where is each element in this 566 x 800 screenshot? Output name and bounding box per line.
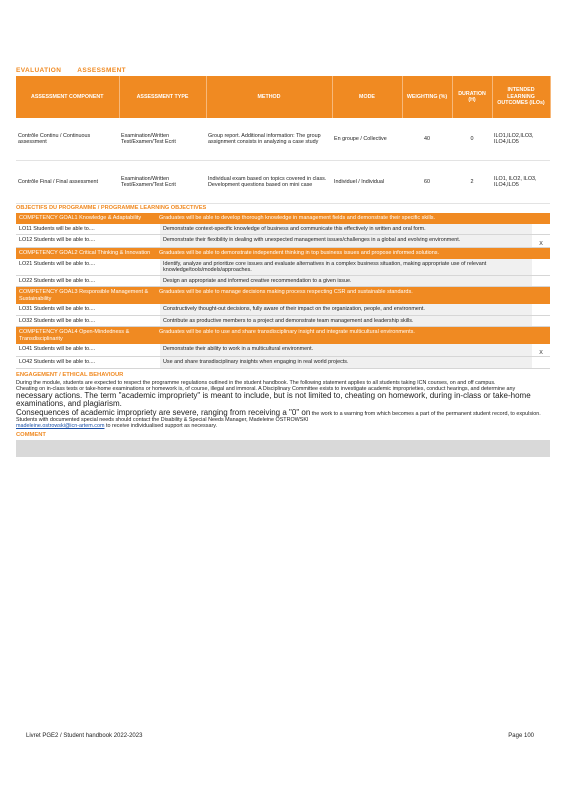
lo-code: LO21 Students will be able to.... bbox=[19, 260, 96, 267]
header-ilos: INTENDED LEARNING OUTCOMES (ILOs) bbox=[492, 76, 550, 118]
handbook-page bbox=[16, 66, 550, 457]
lo-code: LO22 Students will be able to.... bbox=[19, 278, 96, 285]
lo-code: LO41 Students will be able to.... bbox=[19, 346, 96, 353]
objectives-title: OBJECTIFS DU PROGRAMME / PROGRAMME LEARNING OBJECTIVES bbox=[16, 205, 207, 211]
engagement-paragraph: Students with documented special needs should contact the Disability & Special Needs Manager, Madeleine OSTROWSKI bbox=[16, 417, 309, 424]
engagement-paragraph-large: Consequences of academic impropriety are severe, ranging from receiving a "0" on bbox=[16, 407, 311, 417]
lo-mark bbox=[532, 357, 550, 367]
page-number: Page 100 bbox=[508, 733, 534, 739]
cell-component: Contrôle Final / Final assessment bbox=[16, 161, 119, 204]
lo-text: Demonstrate their flexibility in dealing with unexpected management issues/challenges in a global and evolving environment. bbox=[160, 235, 532, 247]
engagement-title: ENGAGEMENT / ETHICAL BEHAVIOUR bbox=[16, 371, 124, 378]
competency-header bbox=[16, 327, 550, 344]
lo-row bbox=[16, 304, 550, 315]
cell-weighting: 40 bbox=[402, 118, 452, 161]
lo-row bbox=[16, 357, 550, 368]
cell-ilos: ILO1,ILO2,ILO3, ILO4,ILO5 bbox=[492, 118, 550, 161]
header-weighting: WEIGHTING (%) bbox=[402, 76, 452, 118]
engagement-paragraph: to receive individualised support as necessary. bbox=[105, 423, 218, 430]
header-method: METHOD bbox=[206, 76, 332, 118]
competency-name: COMPETENCY GOAL4 Open-Mindedness & Transdisciplinarity bbox=[19, 329, 130, 342]
lo-mark bbox=[532, 304, 550, 314]
cell-method: Individual exam based on topics covered in class. Development questions based on mini case bbox=[206, 161, 332, 204]
engagement-paragraph: During the module, students are expected to respect the programme regulations outlined in the student handbook. The following statement applies to all students taking ICN courses, on and off campus. bbox=[16, 379, 496, 386]
competency-goal: Graduates will be able to demonstrate independent thinking in top business issues and propose informed solutions. bbox=[159, 250, 440, 257]
cell-component: Contrôle Continu / Continuous assessment bbox=[16, 118, 119, 161]
header-duration: DURATION (H) bbox=[452, 76, 492, 118]
header-component: ASSESSMENT COMPONENT bbox=[16, 76, 119, 118]
competency-header bbox=[16, 287, 550, 304]
lo-code: LO31 Students will be able to.... bbox=[19, 306, 96, 313]
lo-text: Identify, analyze and prioritize core issues and evaluate alternatives in a complex business situation, making appropriate use of relevant knowledge/tools/models/approaches. bbox=[160, 259, 532, 276]
lo-mark bbox=[532, 316, 550, 326]
competency-name: COMPETENCY GOAL2 Critical Thinking & Innovation bbox=[19, 250, 151, 257]
lo-row bbox=[16, 224, 550, 235]
comment-title: COMMENT bbox=[16, 431, 46, 438]
lo-mark: X bbox=[539, 240, 543, 247]
assessment-table bbox=[16, 76, 551, 204]
competency-name: COMPETENCY GOAL3 Responsible Management & Sustainability bbox=[19, 289, 149, 302]
lo-mark: X bbox=[539, 350, 543, 357]
lo-row bbox=[16, 276, 550, 287]
competency-block bbox=[16, 287, 550, 327]
cell-type: Examination/Written Test/Examen/Test Ecrit bbox=[119, 118, 206, 161]
lo-code: LO42 Students will be able to.... bbox=[19, 359, 96, 366]
engagement-text bbox=[16, 380, 550, 430]
lo-row bbox=[16, 316, 550, 327]
cell-mode: Individuel / Individual bbox=[332, 161, 402, 204]
competency-block bbox=[16, 327, 550, 369]
cell-duration: 2 bbox=[452, 161, 492, 204]
competency-goal: Graduates will be able to develop thorough knowledge in management fields and demonstrate their specific skills. bbox=[159, 215, 436, 221]
lo-text: Use and share transdisciplinary insights when engaging in real world projects. bbox=[160, 357, 532, 367]
lo-row bbox=[16, 344, 550, 357]
assessment-label: ASSESSMENT bbox=[77, 67, 127, 74]
competency-header bbox=[16, 213, 550, 224]
lo-code: LO32 Students will be able to.... bbox=[19, 317, 96, 324]
header-type: ASSESSMENT TYPE bbox=[119, 76, 206, 118]
lo-code: LO12 Students will be able to.... bbox=[19, 236, 96, 243]
cell-type: Examination/Written Test/Examen/Test Ecrit bbox=[119, 161, 206, 204]
lo-text: Demonstrate context-specific knowledge of business and communicate this effectively in written and oral form. bbox=[160, 224, 532, 234]
engagement-paragraph-large: necessary actions. The term "academic impropriety" is meant to include, but is not limited to, cheating on homework, during in-class or take-home examinations, and plagiarism. bbox=[16, 390, 531, 409]
lo-text: Contribute as productive members to a project and demonstrate team management and leadership skills. bbox=[160, 316, 532, 326]
competency-block bbox=[16, 248, 550, 287]
footer-handbook: Livret PGE2 / Student handbook 2022-2023 bbox=[26, 733, 143, 739]
header-mode: MODE bbox=[332, 76, 402, 118]
cell-mode: En groupe / Collective bbox=[332, 118, 402, 161]
lo-code: LO11 Students will be able to.... bbox=[19, 225, 95, 232]
cell-duration: 0 bbox=[452, 118, 492, 161]
evaluation-section-title bbox=[16, 66, 550, 76]
assessment-header-row bbox=[16, 76, 550, 118]
evaluation-label: EVALUATION bbox=[16, 67, 62, 74]
cell-weighting: 60 bbox=[402, 161, 452, 204]
competency-name: COMPETENCY GOAL1 Knowledge & Adaptability bbox=[19, 215, 142, 221]
table-row bbox=[16, 161, 550, 204]
lo-mark bbox=[532, 224, 550, 234]
lo-text: Demonstrate their ability to work in a multicultural environment. bbox=[160, 344, 532, 356]
competency-goal: Graduates will be able to manage decisions making process respecting CSR and sustainable standards. bbox=[159, 289, 413, 296]
engagement-paragraph: the work to a warning from which becomes a part of the permanent student record, to expulsion. bbox=[311, 410, 541, 417]
table-row bbox=[16, 118, 550, 161]
lo-mark bbox=[532, 276, 550, 286]
lo-row bbox=[16, 235, 550, 248]
contact-email-link[interactable]: madeleine.ostrowski@icn-artem.com bbox=[16, 423, 105, 430]
engagement-paragraph: Cheating on in-class tests or take-home examinations or homework is, of course, illegal and immoral. A Disciplinary Committee exists to investigate academic improprieties, conduct hearings, and determine any bbox=[16, 385, 516, 392]
lo-row bbox=[16, 259, 550, 277]
cell-ilos: ILO1, ILO2, ILO3, ILO4,ILO5 bbox=[492, 161, 550, 204]
cell-method: Group report. Additional information: The group assignment consists in analyzing a case study bbox=[206, 118, 332, 161]
lo-text: Design an appropriate and informed creative recommendation to a given issue. bbox=[160, 276, 532, 286]
lo-text: Constructively thought-out decisions, fully aware of their impact on the organization, people, and environment. bbox=[160, 304, 532, 314]
competency-block bbox=[16, 213, 550, 248]
lo-mark bbox=[532, 259, 550, 276]
competency-goal: Graduates will be able to use and share transdisciplinary insight and integrate multicultural environments. bbox=[159, 329, 415, 336]
comment-box bbox=[16, 440, 550, 457]
competency-header bbox=[16, 248, 550, 259]
